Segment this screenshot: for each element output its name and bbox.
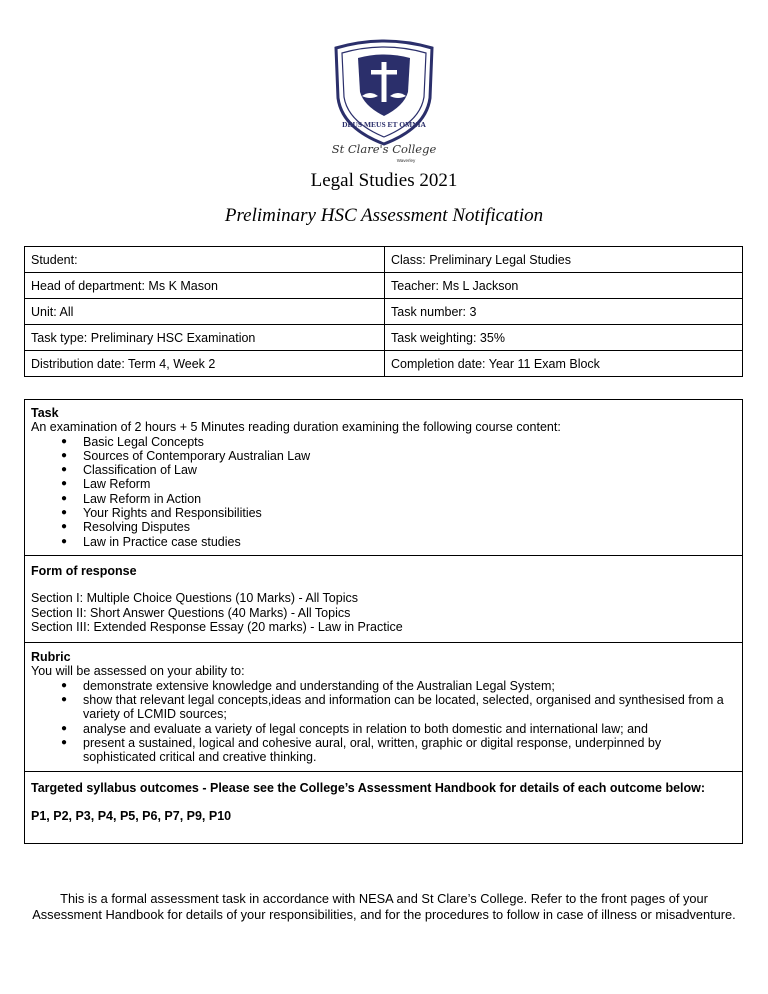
page-subtitle: Preliminary HSC Assessment Notification [224, 205, 544, 226]
rubric-intro: You will be assessed on your ability to: [31, 664, 245, 679]
crest-college-location: Waverley [396, 158, 416, 163]
table-row [25, 299, 743, 325]
info-unit: Unit: All [25, 299, 385, 325]
task-details-box [24, 399, 743, 844]
college-crest-icon [318, 36, 450, 164]
info-completion-date: Completion date: Year 11 Exam Block [385, 351, 743, 377]
list-item: ● Sources of Contemporary Australian Law [83, 449, 736, 463]
list-item: ● Law in Practice case studies [83, 535, 736, 549]
list-item: ● Resolving Disputes [83, 520, 736, 534]
list-item: ● demonstrate extensive knowledge and understanding of the Australian Legal System; [83, 679, 726, 693]
footer-line-1: This is a formal assessment task in accordance with NESA and St Clare’s College. Refer to the front pages of your [60, 891, 708, 906]
footer-notice [0, 891, 768, 923]
form-line-section-1: Section I: Multiple Choice Questions (10 Marks) - All Topics [31, 591, 358, 606]
rubric-list [31, 679, 736, 765]
list-item: ● analyse and evaluate a variety of legal concepts in relation to both domestic and international law; and [83, 722, 726, 736]
footer-line-2: Assessment Handbook for details of your responsibilities, and for the procedures to follow in case of illness or misadventure. [32, 907, 736, 922]
info-task-weighting: Task weighting: 35% [385, 325, 743, 351]
outcomes-section [25, 772, 742, 844]
task-section [25, 400, 742, 556]
task-heading: Task [31, 406, 59, 420]
list-item: ● present a sustained, logical and cohesive aural, oral, written, graphic or digital response, underpinned by sophisticated critical and creative thinking. [83, 736, 726, 765]
crest-motto: DEUS MEUS ET OMNIA [342, 120, 426, 129]
info-teacher: Teacher: Ms L Jackson [385, 273, 743, 299]
list-item: ● Law Reform [83, 477, 736, 491]
info-class: Class: Preliminary Legal Studies [385, 247, 743, 273]
outcomes-heading: Targeted syllabus outcomes - Please see the College’s Assessment Handbook for details of each outcome below: [31, 780, 706, 795]
rubric-section [25, 643, 742, 771]
list-item: ● Classification of Law [83, 463, 736, 477]
form-line-section-2: Section II: Short Answer Questions (40 Marks) - All Topics [31, 605, 351, 620]
rubric-heading: Rubric [31, 650, 71, 665]
info-head-of-department: Head of department: Ms K Mason [25, 273, 385, 299]
college-crest [318, 36, 450, 164]
form-heading: Form of response [31, 563, 137, 578]
table-row [25, 325, 743, 351]
list-item: ● Your Rights and Responsibilities [83, 506, 736, 520]
list-item: ● Basic Legal Concepts [83, 435, 736, 449]
info-table [24, 246, 743, 377]
info-student: Student: [25, 247, 385, 273]
form-line-section-3: Section III: Extended Response Essay (20 marks) - Law in Practice [31, 619, 403, 634]
task-intro: An examination of 2 hours + 5 Minutes reading duration examining the following course content: [31, 420, 561, 435]
form-of-response-section [25, 556, 742, 643]
outcomes-list: P1, P2, P3, P4, P5, P6, P7, P9, P10 [31, 808, 232, 823]
info-distribution-date: Distribution date: Term 4, Week 2 [25, 351, 385, 377]
table-row [25, 273, 743, 299]
table-row [25, 247, 743, 273]
table-row [25, 351, 743, 377]
info-task-number: Task number: 3 [385, 299, 743, 325]
crest-college-name: St Clare's College [331, 142, 437, 156]
info-task-type: Task type: Preliminary HSC Examination [25, 325, 385, 351]
list-item: ● show that relevant legal concepts,ideas and information can be located, selected, organised and synthesised from a variety of LCMID sources; [83, 693, 726, 722]
list-item: ● Law Reform in Action [83, 492, 736, 506]
page-title: Legal Studies 2021 [310, 170, 458, 191]
task-content-list [31, 435, 736, 549]
